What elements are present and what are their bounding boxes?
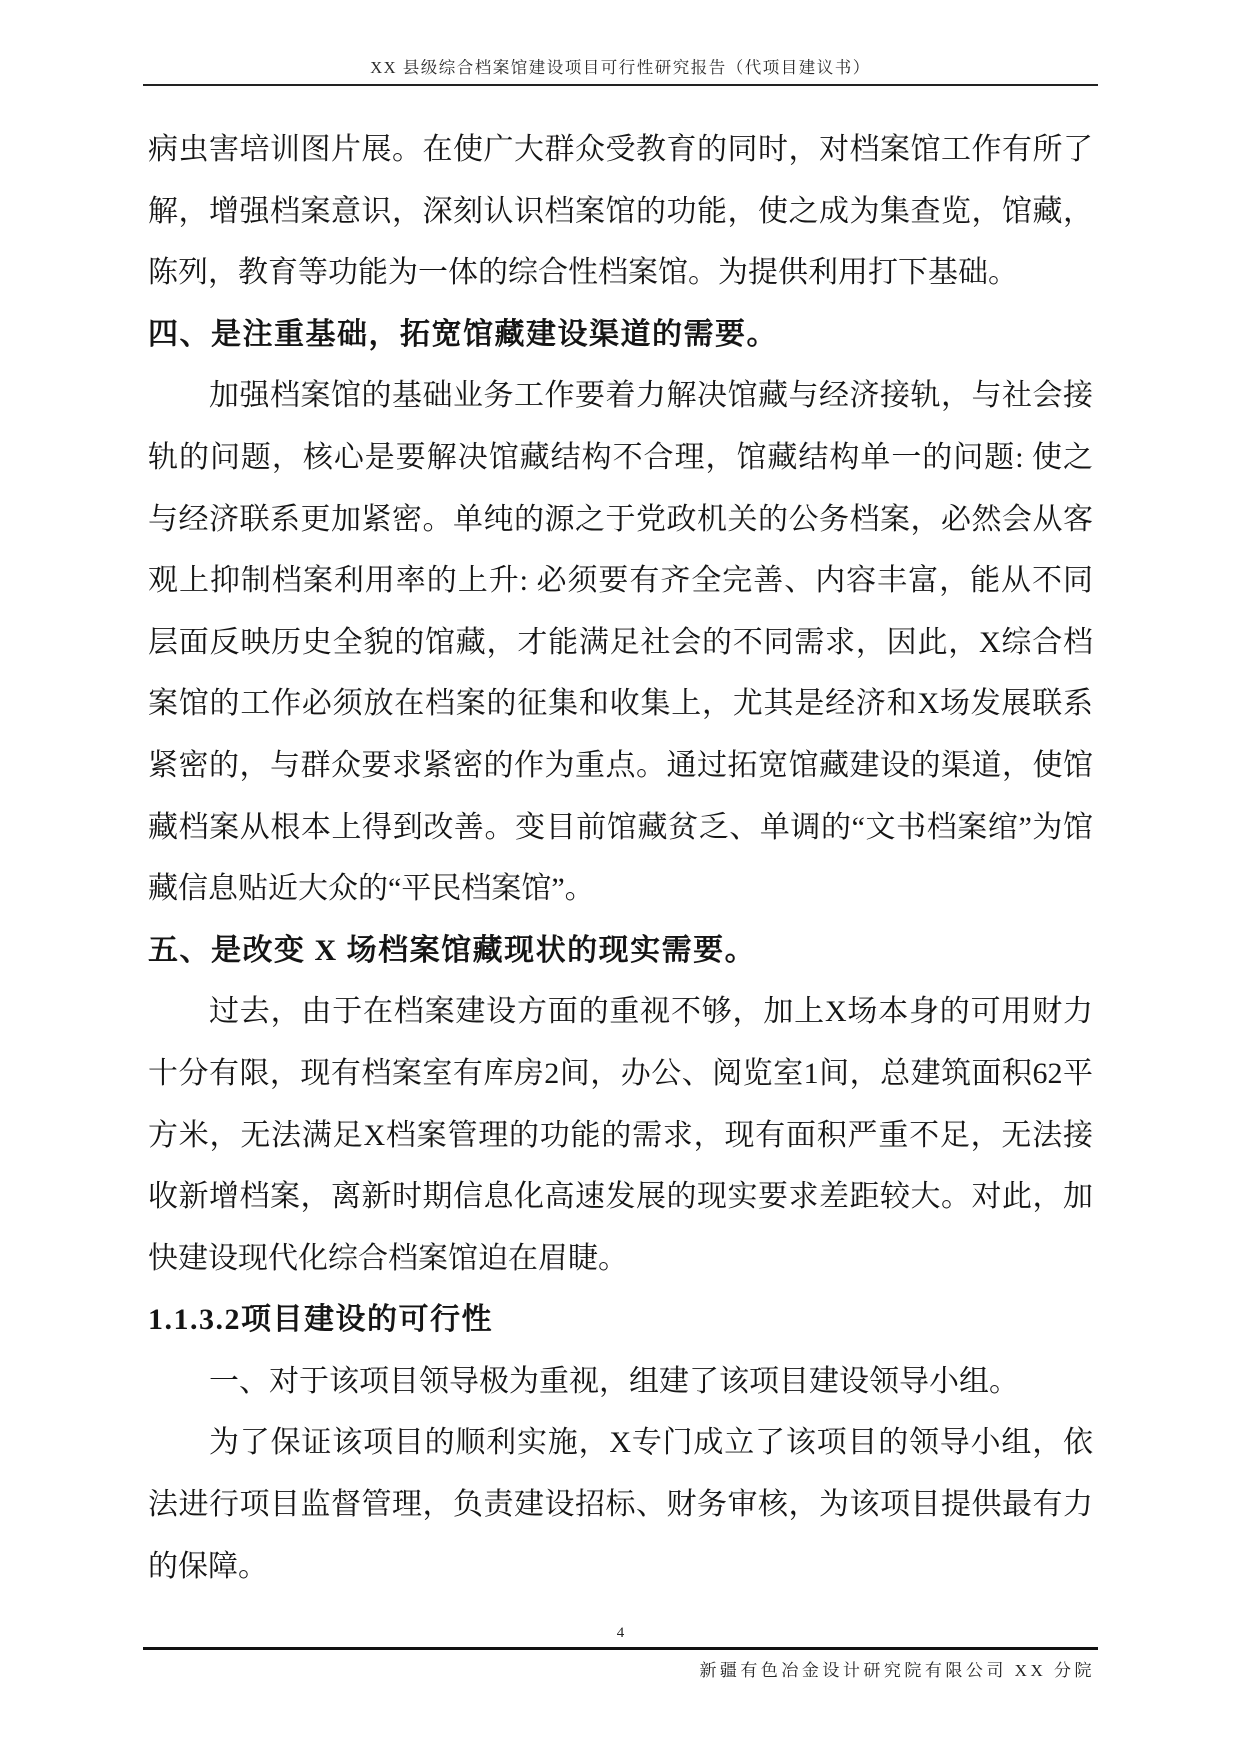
text-line: 收新增档案，离新时期信息化高速发展的现实要求差距较大。对此，加 (148, 1180, 1093, 1214)
text-line: 藏档案从根本上得到改善。变目前馆藏贫乏、单调的“文书档案绾”为馆 (148, 810, 1093, 844)
text-line: 过去，由于在档案建设方面的重视不够，加上X场本身的可用财力 (209, 995, 1093, 1029)
text-line: 解，增强档案意识，深刻认识档案馆的功能，使之成为集查览，馆藏， (148, 194, 1093, 228)
feasibility-point-one: 一、对于该项目领导极为重视，组建了该项目建设领导小组。 (209, 1364, 1019, 1398)
intro-paragraph (148, 119, 1093, 304)
text-line: 的保障。 (148, 1549, 268, 1583)
section-five-heading: 五、是改变 X 场档案馆藏现状的现实需要。 (148, 933, 757, 967)
header-rule (143, 84, 1098, 86)
section-five-paragraph (148, 981, 1093, 1289)
text-line: 与经济联系更加紧密。单纯的源之于党政机关的公务档案，必然会从客 (148, 502, 1093, 536)
body-text (148, 119, 1093, 1597)
text-line: 紧密的，与群众要求紧密的作为重点。通过拓宽馆藏建设的渠道，使馆 (148, 748, 1093, 782)
text-line: 方米，无法满足X档案管理的功能的需求，现有面积严重不足，无法接 (148, 1118, 1093, 1152)
text-line: 十分有限，现有档案室有库房2间，办公、阅览室1间，总建筑面积62平 (148, 1056, 1093, 1090)
page-number: 4 (616, 1625, 625, 1641)
feasibility-heading: 1.1.3.2项目建设的可行性 (148, 1303, 493, 1337)
text-line: 藏信息贴近大众的“平民档案馆”。 (148, 872, 595, 906)
section-four-heading: 四、是注重基础，拓宽馆藏建设渠道的需要。 (148, 317, 778, 351)
text-line: 法进行项目监督管理，负责建设招标、财务审核，为该项目提供最有力 (148, 1488, 1093, 1522)
text-line: 案馆的工作必须放在档案的征集和收集上，尤其是经济和X场发展联系 (148, 687, 1093, 721)
running-header-title: XX 县级综合档案馆建设项目可行性研究报告（代项目建议书） (370, 58, 871, 77)
text-line: 陈列，教育等功能为一体的综合性档案馆。为提供利用打下基础。 (148, 256, 1018, 290)
text-line: 为了保证该项目的顺利实施，X专门成立了该项目的领导小组，依 (209, 1426, 1093, 1460)
text-line: 观上抑制档案利用率的上升: 必须要有齐全完善、内容丰富，能从不同 (148, 564, 1093, 598)
feasibility-paragraph (148, 1412, 1093, 1597)
text-line: 快建设现代化综合档案馆迫在眉睫。 (148, 1241, 628, 1275)
footer-rule (143, 1647, 1098, 1650)
text-line: 层面反映历史全貌的馆藏，才能满足社会的不同需求，因此，X综合档 (148, 625, 1093, 659)
footer-organization: 新疆有色冶金设计研究院有限公司 XX 分院 (699, 1661, 1095, 1680)
text-line: 加强档案馆的基础业务工作要着力解决馆藏与经济接轨，与社会接 (209, 379, 1093, 413)
text-line: 轨的问题，核心是要解决馆藏结构不合理，馆藏结构单一的问题: 使之 (148, 440, 1093, 474)
section-four-paragraph (148, 365, 1093, 919)
text-line: 病虫害培训图片展。在使广大群众受教育的同时，对档案馆工作有所了 (148, 133, 1093, 166)
